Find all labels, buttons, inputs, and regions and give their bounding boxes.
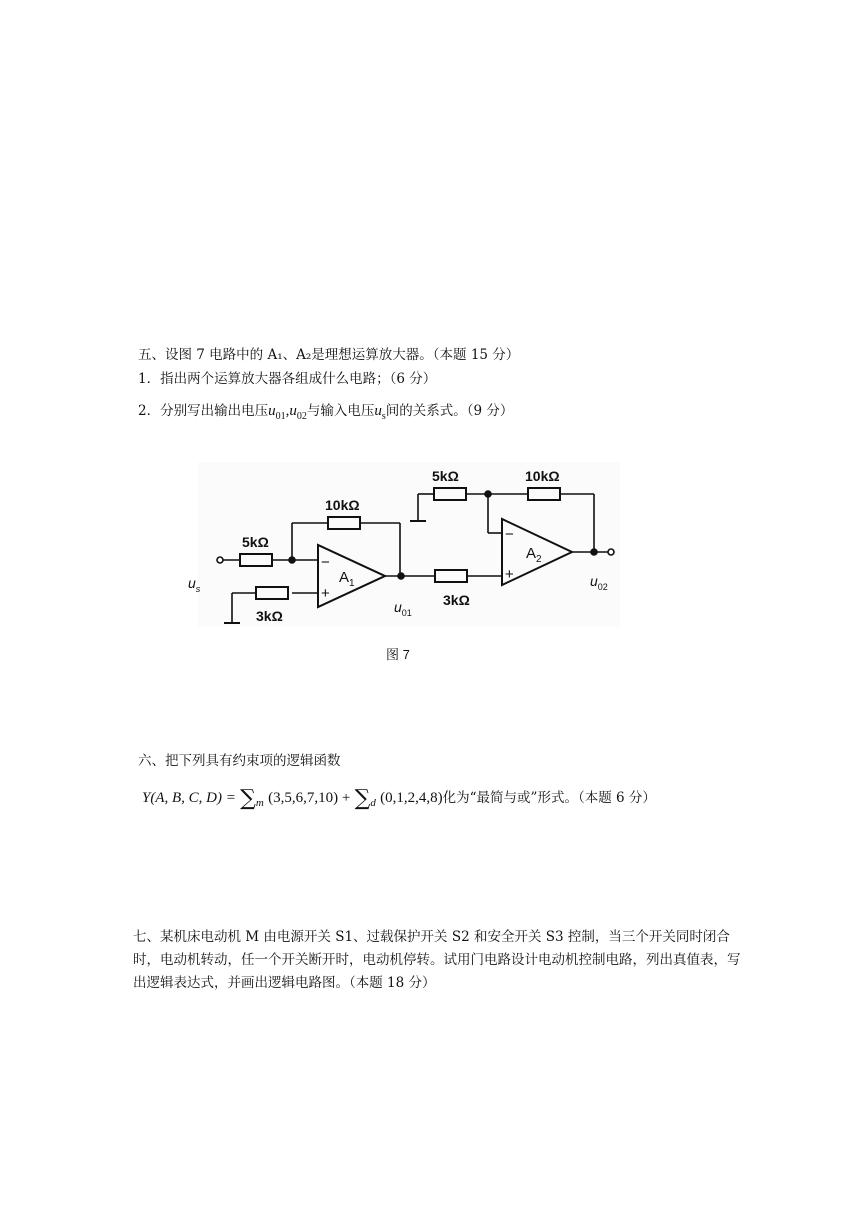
- sum-d-subscript: d: [370, 797, 376, 809]
- sum-m-subscript: m: [255, 797, 264, 809]
- opamp2-label: $A_2$: [526, 545, 542, 565]
- u02-symbol: $u_{02}$: [289, 403, 307, 422]
- label-5k-left: 5kΩ: [242, 534, 269, 550]
- opamp1-label: $A_1$: [339, 569, 355, 589]
- q5-item2-mid: 与输入电压: [306, 403, 375, 419]
- opamp2-minus: −: [505, 526, 514, 543]
- label-5k-right: 5kΩ: [432, 468, 459, 484]
- q5-title: 五、设图 7 电路中的 A₁、A₂是理想运算放大器。（本题 15 分）: [138, 347, 520, 363]
- opamp1-plus: +: [321, 585, 330, 602]
- sum-symbol-d: ∑: [354, 786, 371, 811]
- sum-m-terms: (3,5,6,7,10) +: [268, 790, 351, 806]
- circuit-diagram: [180, 455, 630, 635]
- q5-item2-suffix: 间的关系式。（9 分）: [385, 403, 514, 419]
- u01-symbol: $u_{01}$: [268, 403, 286, 422]
- label-u02: $u_{02}$: [590, 573, 608, 592]
- q5-item-2: 2．分别写出输出电压$u_{01},u_{02}$与输入电压$u_s$间的关系式。（9 分）: [138, 403, 514, 422]
- resistor-10k-left: [328, 517, 360, 529]
- q6-lhs: Y(A, B, C, D) =: [142, 790, 236, 806]
- opamp2-plus: +: [505, 566, 514, 583]
- label-3k-right: 3kΩ: [443, 592, 470, 608]
- label-10k-right: 10kΩ: [525, 468, 560, 484]
- label-us: $u_s$: [188, 575, 201, 594]
- label-u01: $u_{01}$: [394, 599, 412, 618]
- sum-d-terms: (0,1,2,4,8): [380, 790, 443, 806]
- label-10k-left: 10kΩ: [325, 497, 360, 513]
- q5-item-1: 1．指出两个运算放大器各组成什么电路；（6 分）: [138, 371, 437, 387]
- resistor-5k-left: [240, 554, 272, 566]
- opamp1-minus: −: [321, 554, 330, 571]
- sum-symbol-m: ∑: [240, 786, 256, 811]
- resistor-10k-right: [528, 488, 560, 500]
- q6-title: 六、把下列具有约束项的逻辑函数: [138, 753, 341, 769]
- figure-caption: 图 7: [386, 647, 410, 662]
- q6-formula: [142, 786, 656, 811]
- resistor-3k-left: [256, 587, 288, 599]
- resistor-5k-right: [434, 488, 466, 500]
- us-symbol: $u_s$: [374, 403, 386, 422]
- q7-text: 七、某机床电动机 M 由电源开关 S1、过载保护开关 S2 和安全开关 S3 控制，当三个开关同时闭合时，电动机转动，任一个开关断开时，电动机停转。试用门电路设计电动机控制电路，列出真值表，写出逻辑表达式，并画出逻辑电路图。（本题 18 分）: [133, 929, 741, 991]
- label-3k-left: 3kΩ: [256, 608, 283, 624]
- resistor-3k-right: [435, 570, 467, 582]
- q5-item2-prefix: 2．分别写出输出电压: [138, 403, 269, 419]
- q6-suffix: 化为“最简与或”形式。（本题 6 分）: [442, 790, 656, 806]
